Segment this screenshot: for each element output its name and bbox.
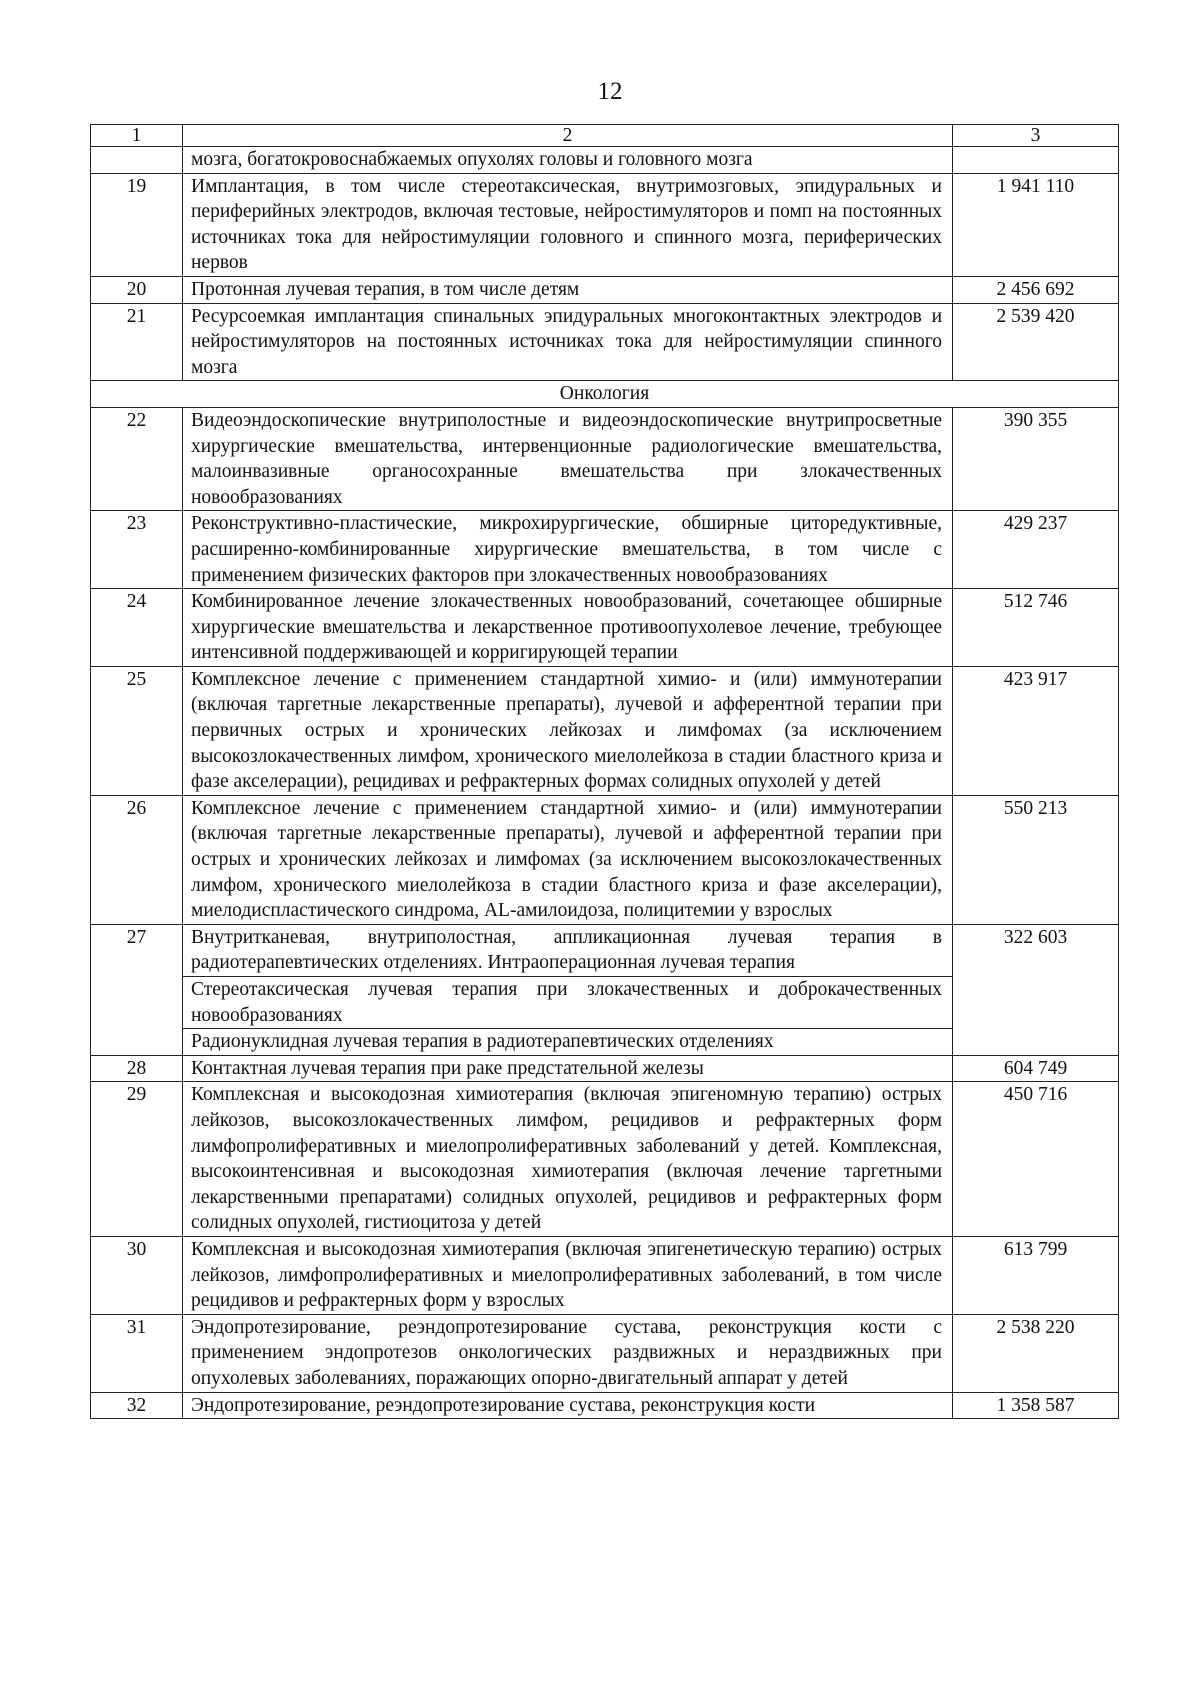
row-number: 26 [91,795,183,924]
row-description [183,924,953,1055]
row-cost: 2 538 220 [953,1314,1119,1392]
row-number: 27 [91,924,183,1055]
row-cost: 2 539 420 [953,303,1119,381]
section-row [91,381,1119,408]
table-row [91,795,1119,924]
row-cost: 613 799 [953,1236,1119,1314]
row-number: 31 [91,1314,183,1392]
row-description [183,1392,953,1419]
row-cost: 2 456 692 [953,276,1119,303]
description-text: Видеоэндоскопические внутриполостные и видеоэндоскопические внутрипросветные хирургические вмешательства, интервенционные радиологические вмешательства, малоинвазивные органосохранные вмешательства при злокачественных новообразованиях [191,409,942,508]
table-row [91,1082,1119,1237]
row-description [183,1055,953,1082]
table-row [91,407,1119,510]
row-number: 23 [91,511,183,589]
description-text: Реконструктивно-пластические, микрохирургические, обширные циторедуктивные, расширенно-комбинированные хирургические вмешательства, в том числе с применением физических факторов при злокачественных новообразованиях [191,513,942,586]
table-body [91,147,1119,1419]
column-header-number: 1 [91,125,183,147]
table-row [91,276,1119,303]
description-text: Комплексное лечение с применением стандартной химио- и (или) иммунотерапии (включая таргетные лекарственные препараты), лучевой и афферентной терапии при острых и хронических лейкозах и лимфомах (за исключением высокозлокачественных лимфом, хронического миелолейкоза в стадии бластного криза и фазе акселерации), миелодиспластического синдрома, AL-амилоидоза, полицитемии у взрослых [191,797,942,922]
row-number: 24 [91,589,183,667]
row-cost: 550 213 [953,795,1119,924]
description-text: Комплексная и высокодозная химиотерапия (включая эпигенетическую терапию) острых лейкозов, лимфопролиферативных и миелопролиферативных заболеваний, в том числе рецидивов и рефрактерных форм у взрослых [191,1238,942,1312]
column-header-cost: 3 [953,125,1119,147]
row-cost: 1 941 110 [953,173,1119,276]
description-text: Контактная лучевая терапия при раке предстательной железы [191,1057,704,1079]
row-number: 32 [91,1392,183,1419]
table-row [91,1236,1119,1314]
row-cost: 450 716 [953,1082,1119,1237]
column-header-description: 2 [183,125,953,147]
row-description [183,1236,953,1314]
row-number: 22 [91,407,183,510]
description-text: Эндопротезирование, реэндопротезирование сустава, реконструкция кости с применением эндопротезов онкологических раздвижных и нераздвижных при опухолевых заболеваниях, поражающих опорно-двигательный аппарат у детей [191,1316,942,1389]
row-description [183,173,953,276]
row-number: 28 [91,1055,183,1082]
row-description [183,303,953,381]
table-row [91,1055,1119,1082]
row-description [183,511,953,589]
page-number: 12 [597,78,623,105]
row-description [183,666,953,795]
description-text: мозга, богатокровоснабжаемых опухолях головы и головного мозга [191,149,753,170]
table-row [91,147,1119,174]
section-title: Онкология [91,381,1119,408]
description-text: Радионуклидная лучевая терапия в радиотерапевтических отделениях [183,1028,952,1055]
row-cost [953,147,1119,174]
row-description [183,1314,953,1392]
row-cost: 604 749 [953,1055,1119,1082]
row-number: 20 [91,276,183,303]
row-description [183,795,953,924]
table-row [91,511,1119,589]
row-number: 25 [91,666,183,795]
row-cost: 390 355 [953,407,1119,510]
description-text: Имплантация, в том числе стереотаксическая, внутримозговых, эпидуральных и периферийных электродов, включая тестовые, нейростимуляторов и помп на постоянных источниках тока для нейростимуляции головного и спинного мозга, периферических нервов [191,175,942,274]
description-text: Стереотаксическая лучевая терапия при злокачественных и доброкачественных новообразованиях [183,976,952,1028]
row-cost: 423 917 [953,666,1119,795]
description-text: Эндопротезирование, реэндопротезирование сустава, реконструкция кости [191,1394,816,1416]
services-table [90,124,1119,1419]
table-row [91,924,1119,1055]
description-text: Внутритканевая, внутриполостная, аппликационная лучевая терапия в радиотерапевтических отделениях. Интраоперационная лучевая терапия [191,926,942,974]
table-row [91,666,1119,795]
row-cost: 322 603 [953,924,1119,1055]
description-text: Комплексная и высокодозная химиотерапия (включая эпигеномную терапию) острых лейкозов, высокозлокачественных лимфом, рецидивов и рефрактерных форм лимфопролиферативных и миелопролиферативных заболеваний у детей. Комплексная, высокоинтенсивная и высокодозная химиотерапия (включая лечение таргетными лекарственными препаратами) солидных опухолей, рецидивов и рефрактерных форм солидных опухолей, гистиоцитоза у детей [191,1084,942,1234]
row-description [183,147,953,174]
row-cost: 429 237 [953,511,1119,589]
table-header-row [91,125,1119,147]
row-description [183,589,953,667]
row-description [183,407,953,510]
table-row [91,173,1119,276]
row-number: 21 [91,303,183,381]
row-cost: 1 358 587 [953,1392,1119,1419]
row-description [183,276,953,303]
table-row [91,589,1119,667]
row-number [91,147,183,174]
description-text: Протонная лучевая терапия, в том числе детям [191,278,580,300]
table-row [91,303,1119,381]
row-number: 29 [91,1082,183,1237]
row-description [183,1082,953,1237]
description-text: Ресурсоемкая имплантация спинальных эпидуральных многоконтактных электродов и нейростимуляторов на постоянных источниках тока для нейростимуляции спинного мозга [191,305,942,378]
table-row [91,1392,1119,1419]
table-row [91,1314,1119,1392]
row-number: 30 [91,1236,183,1314]
description-text: Комплексное лечение с применением стандартной химио- и (или) иммунотерапии (включая таргетные лекарственные препараты), лучевой и афферентной терапии при первичных острых и хронических лейкозах и лимфомах (за исключением высокозлокачественных лимфом, хронического миелолейкоза в стадии бластного криза и фазе акселерации), рецидивах и рефрактерных формах солидных опухолей у детей [191,668,942,793]
row-cost: 512 746 [953,589,1119,667]
description-text: Комбинированное лечение злокачественных новообразований, сочетающее обширные хирургические вмешательства и лекарственное противоопухолевое лечение, требующее интенсивной поддерживающей и корригирующей терапии [191,591,942,664]
row-number: 19 [91,173,183,276]
